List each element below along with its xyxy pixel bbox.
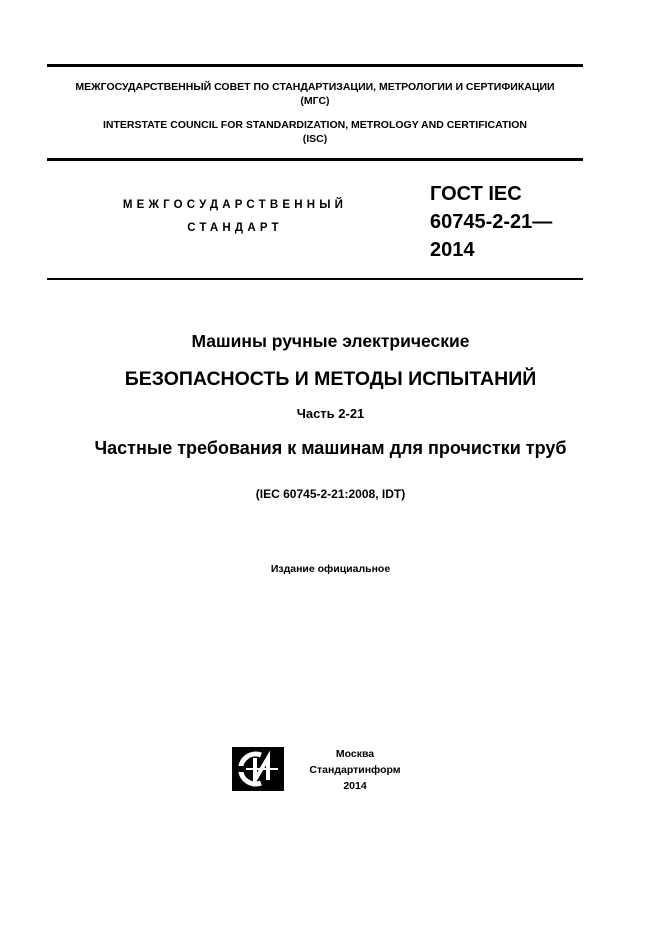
standartinform-logo-icon — [232, 747, 284, 791]
council-name-ru — [47, 80, 583, 108]
standard-kind — [90, 194, 380, 240]
publication-year: 2014 — [343, 780, 367, 792]
council-name-en-line1: INTERSTATE COUNCIL FOR STANDARDIZATION, METROLOGY AND CERTIFICATION — [102, 119, 528, 131]
top-rule — [47, 64, 583, 67]
standard-code-year: 2014 — [430, 239, 475, 261]
part-number: Часть 2-21 — [296, 406, 365, 421]
council-abbr-ru: (МГС) — [300, 95, 330, 107]
standard-code-line1: ГОСТ IEC — [430, 183, 522, 205]
standard-kind-line1: МЕЖГОСУДАРСТВЕННЫЙ — [122, 199, 348, 211]
edition-note: Издание официальное — [270, 563, 391, 575]
title-line2: БЕЗОПАСНОСТЬ И МЕТОДЫ ИСПЫТАНИЙ — [124, 368, 537, 390]
publisher-city: Москва — [335, 748, 375, 760]
publisher-block — [290, 746, 420, 794]
standard-code — [430, 180, 552, 264]
part-subject: Частные требования к машинам для прочистки труб — [94, 438, 567, 458]
council-abbr-en: (ISC) — [302, 133, 328, 145]
title-line1: Машины ручные электрические — [191, 331, 470, 351]
standard-kind-line2: СТАНДАРТ — [187, 222, 283, 234]
bottom-rule — [47, 278, 583, 280]
middle-rule — [47, 158, 583, 161]
council-name-ru-line1: МЕЖГОСУДАРСТВЕННЫЙ СОВЕТ ПО СТАНДАРТИЗАЦИИ, МЕТРОЛОГИИ И СЕРТИФИКАЦИИ — [75, 81, 555, 93]
publisher-name: Стандартинформ — [309, 764, 401, 776]
council-name-en — [47, 118, 583, 146]
iec-reference: (IEC 60745-2-21:2008, IDT) — [255, 487, 406, 501]
standard-code-line2: 60745-2-21— — [430, 211, 553, 233]
